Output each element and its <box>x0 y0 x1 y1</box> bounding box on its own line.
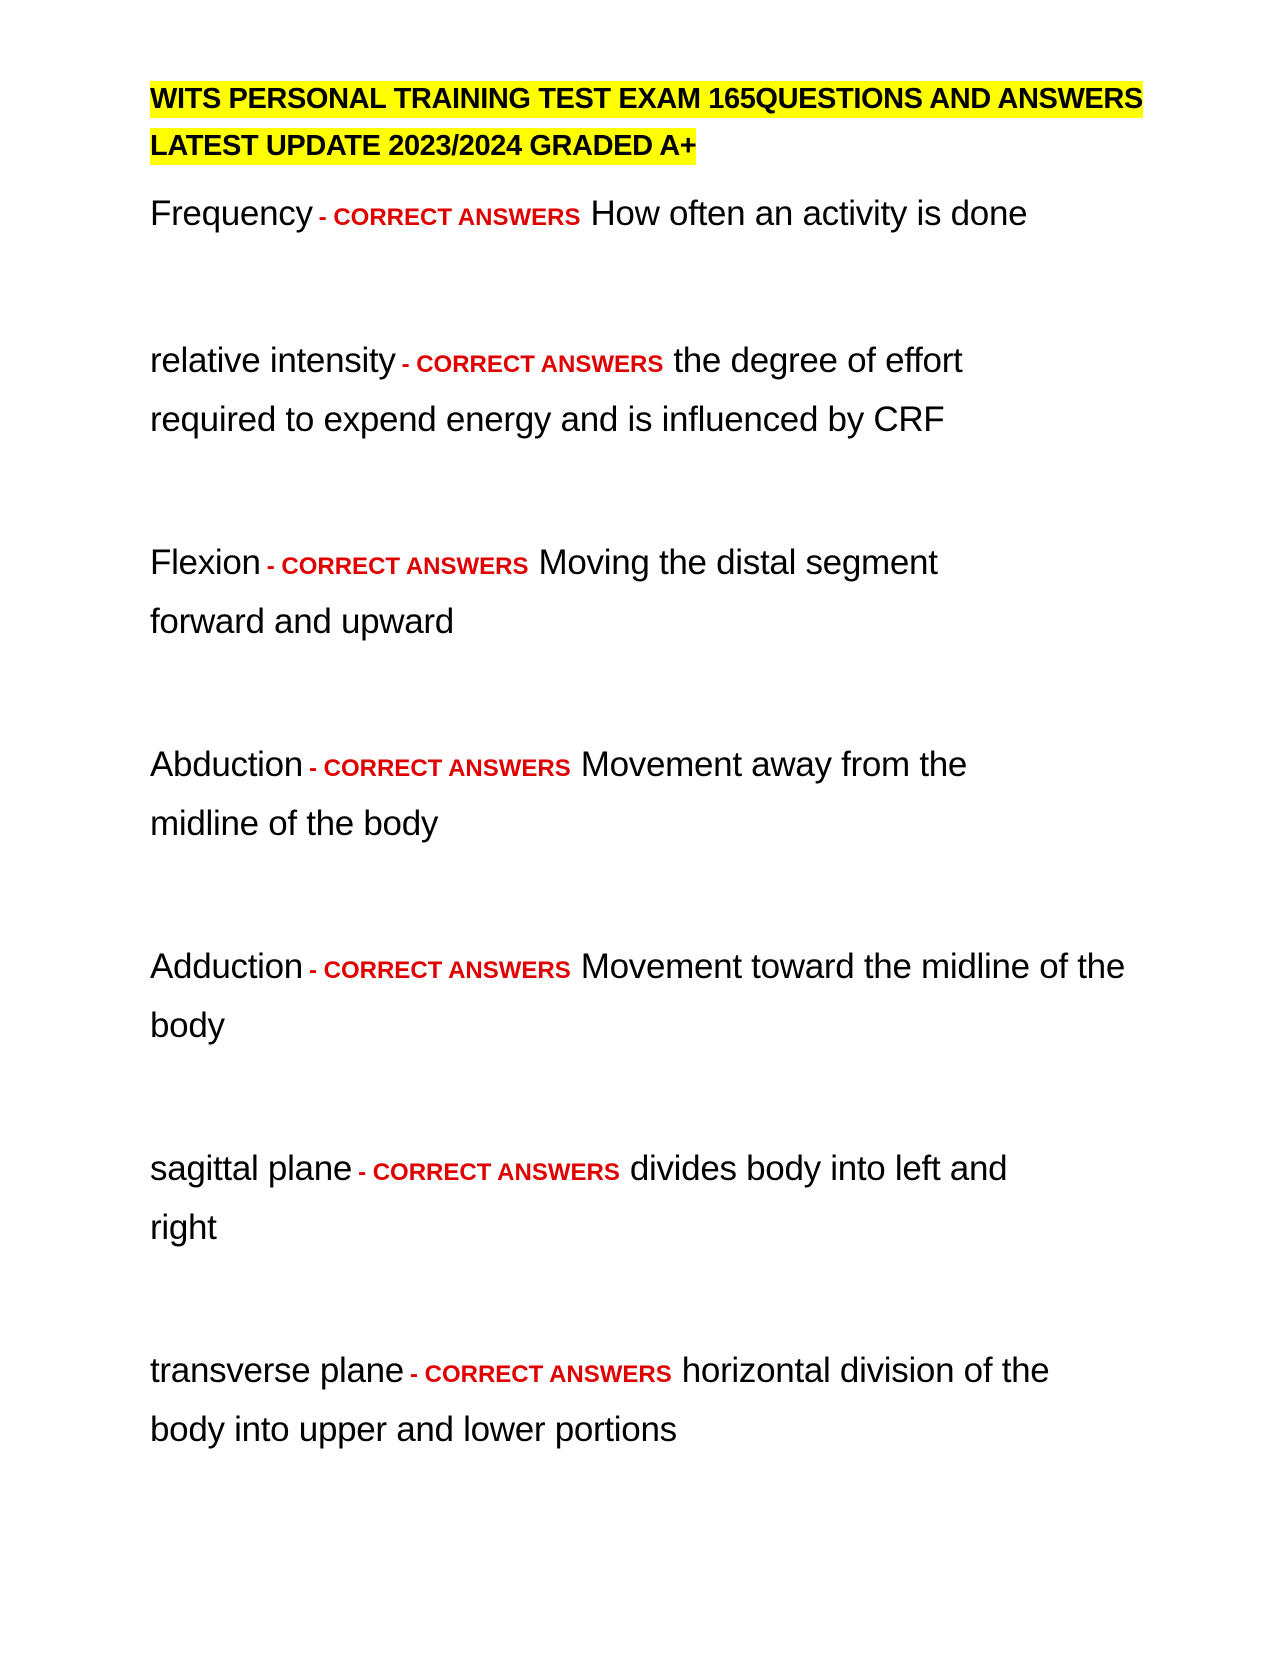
document-title <box>150 76 1150 170</box>
qa-answer: horizontal division of the body into upper and lower portions <box>150 1351 1050 1449</box>
correct-answers-separator: - CORRECT ANSWERS <box>266 553 529 580</box>
qa-term: Frequency <box>150 194 313 233</box>
qa-item <box>150 737 1030 851</box>
qa-item <box>150 535 1000 649</box>
qa-answer: How often an activity is done <box>590 194 1028 233</box>
document-title-text: WITS PERSONAL TRAINING TEST EXAM 165QUESTIONS AND ANSWERS LATEST UPDATE 2023/2024 GRADED A+ <box>150 81 1143 165</box>
qa-item <box>150 1141 1080 1255</box>
qa-answer: the degree of effort required to expend energy and is influenced by CRF <box>150 341 963 439</box>
qa-item <box>150 333 1030 447</box>
correct-answers-separator: - CORRECT ANSWERS <box>358 1159 620 1186</box>
qa-term: Adduction <box>150 947 303 986</box>
qa-term: Flexion <box>150 543 261 582</box>
qa-answer: Movement away from the midline of the body <box>150 745 968 843</box>
qa-list <box>150 186 1150 1457</box>
qa-term: Abduction <box>150 745 303 784</box>
correct-answers-separator: - CORRECT ANSWERS <box>401 351 664 378</box>
qa-term: sagittal plane <box>150 1149 353 1188</box>
qa-answer: divides body into left and right <box>150 1149 1008 1247</box>
qa-answer: Moving the distal segment forward and upward <box>150 543 938 641</box>
correct-answers-separator: - CORRECT ANSWERS <box>308 957 571 984</box>
correct-answers-separator: - CORRECT ANSWERS <box>318 204 581 231</box>
qa-item <box>150 1343 1070 1457</box>
qa-item <box>150 186 1070 245</box>
qa-answer: Movement toward the midline of the body <box>150 947 1126 1045</box>
qa-item <box>150 939 1140 1053</box>
qa-term: transverse plane <box>150 1351 404 1390</box>
correct-answers-separator: - CORRECT ANSWERS <box>409 1361 672 1388</box>
correct-answers-separator: - CORRECT ANSWERS <box>308 755 571 782</box>
qa-term: relative intensity <box>150 341 396 380</box>
document-page <box>150 76 1150 1457</box>
